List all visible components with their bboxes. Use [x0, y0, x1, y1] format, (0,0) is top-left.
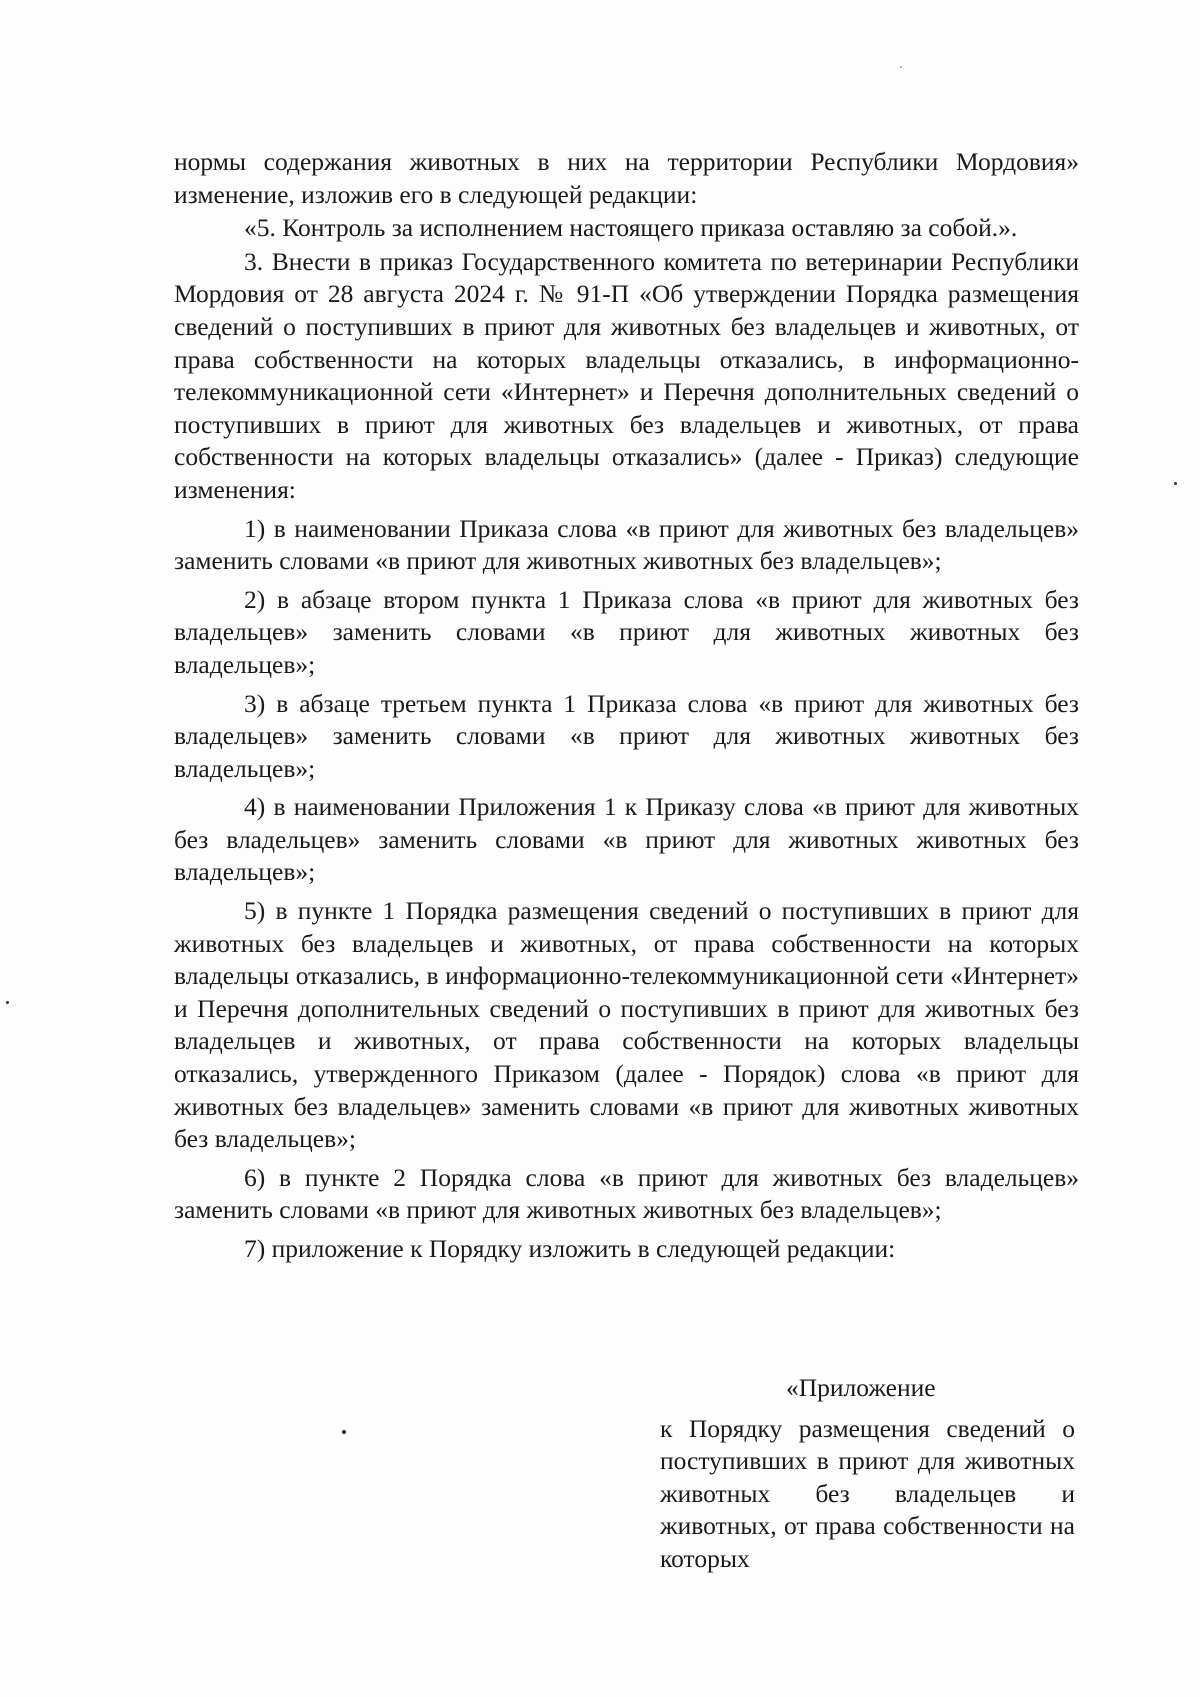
paragraph-continuation: нормы содержания животных в них на территории Республики Мордовия» изменение, изложив его в следующей редакции: [174, 147, 1079, 209]
paragraph-subitem-5: 5) в пункте 1 Порядка размещения сведений о поступивших в приют для животных без владельцев и животных, от права собственности на которых владельцы отказались, в информационно-телекоммуникационной сети «Интернет» и Перечня дополнительных сведений о поступивших в приют для животных без владельцев и животных, от права собственности на которых владельцы отказались, утвержденного Приказом (далее - Порядок) слова «в приют для животных без владельцев» заменить словами «в приют для животных животных без владельцев»; [174, 896, 1079, 1154]
paragraph-subitem-4: 4) в наименовании Приложения 1 к Приказу слова «в приют для животных без владельцев» заменить словами «в приют для животных животных без владельцев»; [174, 792, 1079, 887]
paragraph-control-clause: «5. Контроль за исполнением настоящего приказа оставляю за собой.». [244, 213, 1018, 243]
paragraph-subitem-1: 1) в наименовании Приказа слова «в приют для животных без владельцев» заменить словами «в приют для животных животных без владельцев»; [174, 513, 1079, 576]
paragraph-subitem-6: 6) в пункте 2 Порядка слова «в приют для животных без владельцев» заменить словами «в приют для животных животных без владельцев»; [174, 1162, 1079, 1225]
scan-speck [342, 1430, 346, 1434]
scan-speck [6, 1001, 9, 1004]
appendix-subtitle: к Порядку размещения сведений о поступивших в приют для животных животных без владельцев и животных, от права собственности на которых [660, 1413, 1075, 1573]
paragraph-item-3: 3. Внести в приказ Государственного комитета по ветеринарии Республики Мордовия от 28 августа 2024 г. № 91-П «Об утверждении Порядка размещения сведений о поступивших в приют для животных без владельцев и животных, от права собственности на которых владельцы отказались, в информационно-телекоммуникационной сети «Интернет» и Перечня дополнительных сведений о поступивших в приют для животных без владельцев и животных, от права собственности на которых владельцы отказались» (далее - Приказ) следующие изменения: [174, 246, 1079, 504]
paragraph-subitem-3: 3) в абзаце третьем пункта 1 Приказа слова «в приют для животных без владельцев» заменить словами «в приют для животных животных без владельцев»; [174, 688, 1079, 783]
appendix-header [660, 1372, 1075, 1576]
appendix-title: «Приложение [786, 1373, 936, 1402]
scan-speck [900, 66, 902, 68]
scan-speck [1174, 482, 1177, 485]
paragraph-subitem-7: 7) приложение к Порядку изложить в следующей редакции: [244, 1234, 896, 1263]
paragraph-subitem-2: 2) в абзаце втором пункта 1 Приказа слова «в приют для животных без владельцев» заменить словами «в приют для животных животных без владельцев»; [174, 584, 1079, 679]
document-body [174, 146, 1079, 1267]
